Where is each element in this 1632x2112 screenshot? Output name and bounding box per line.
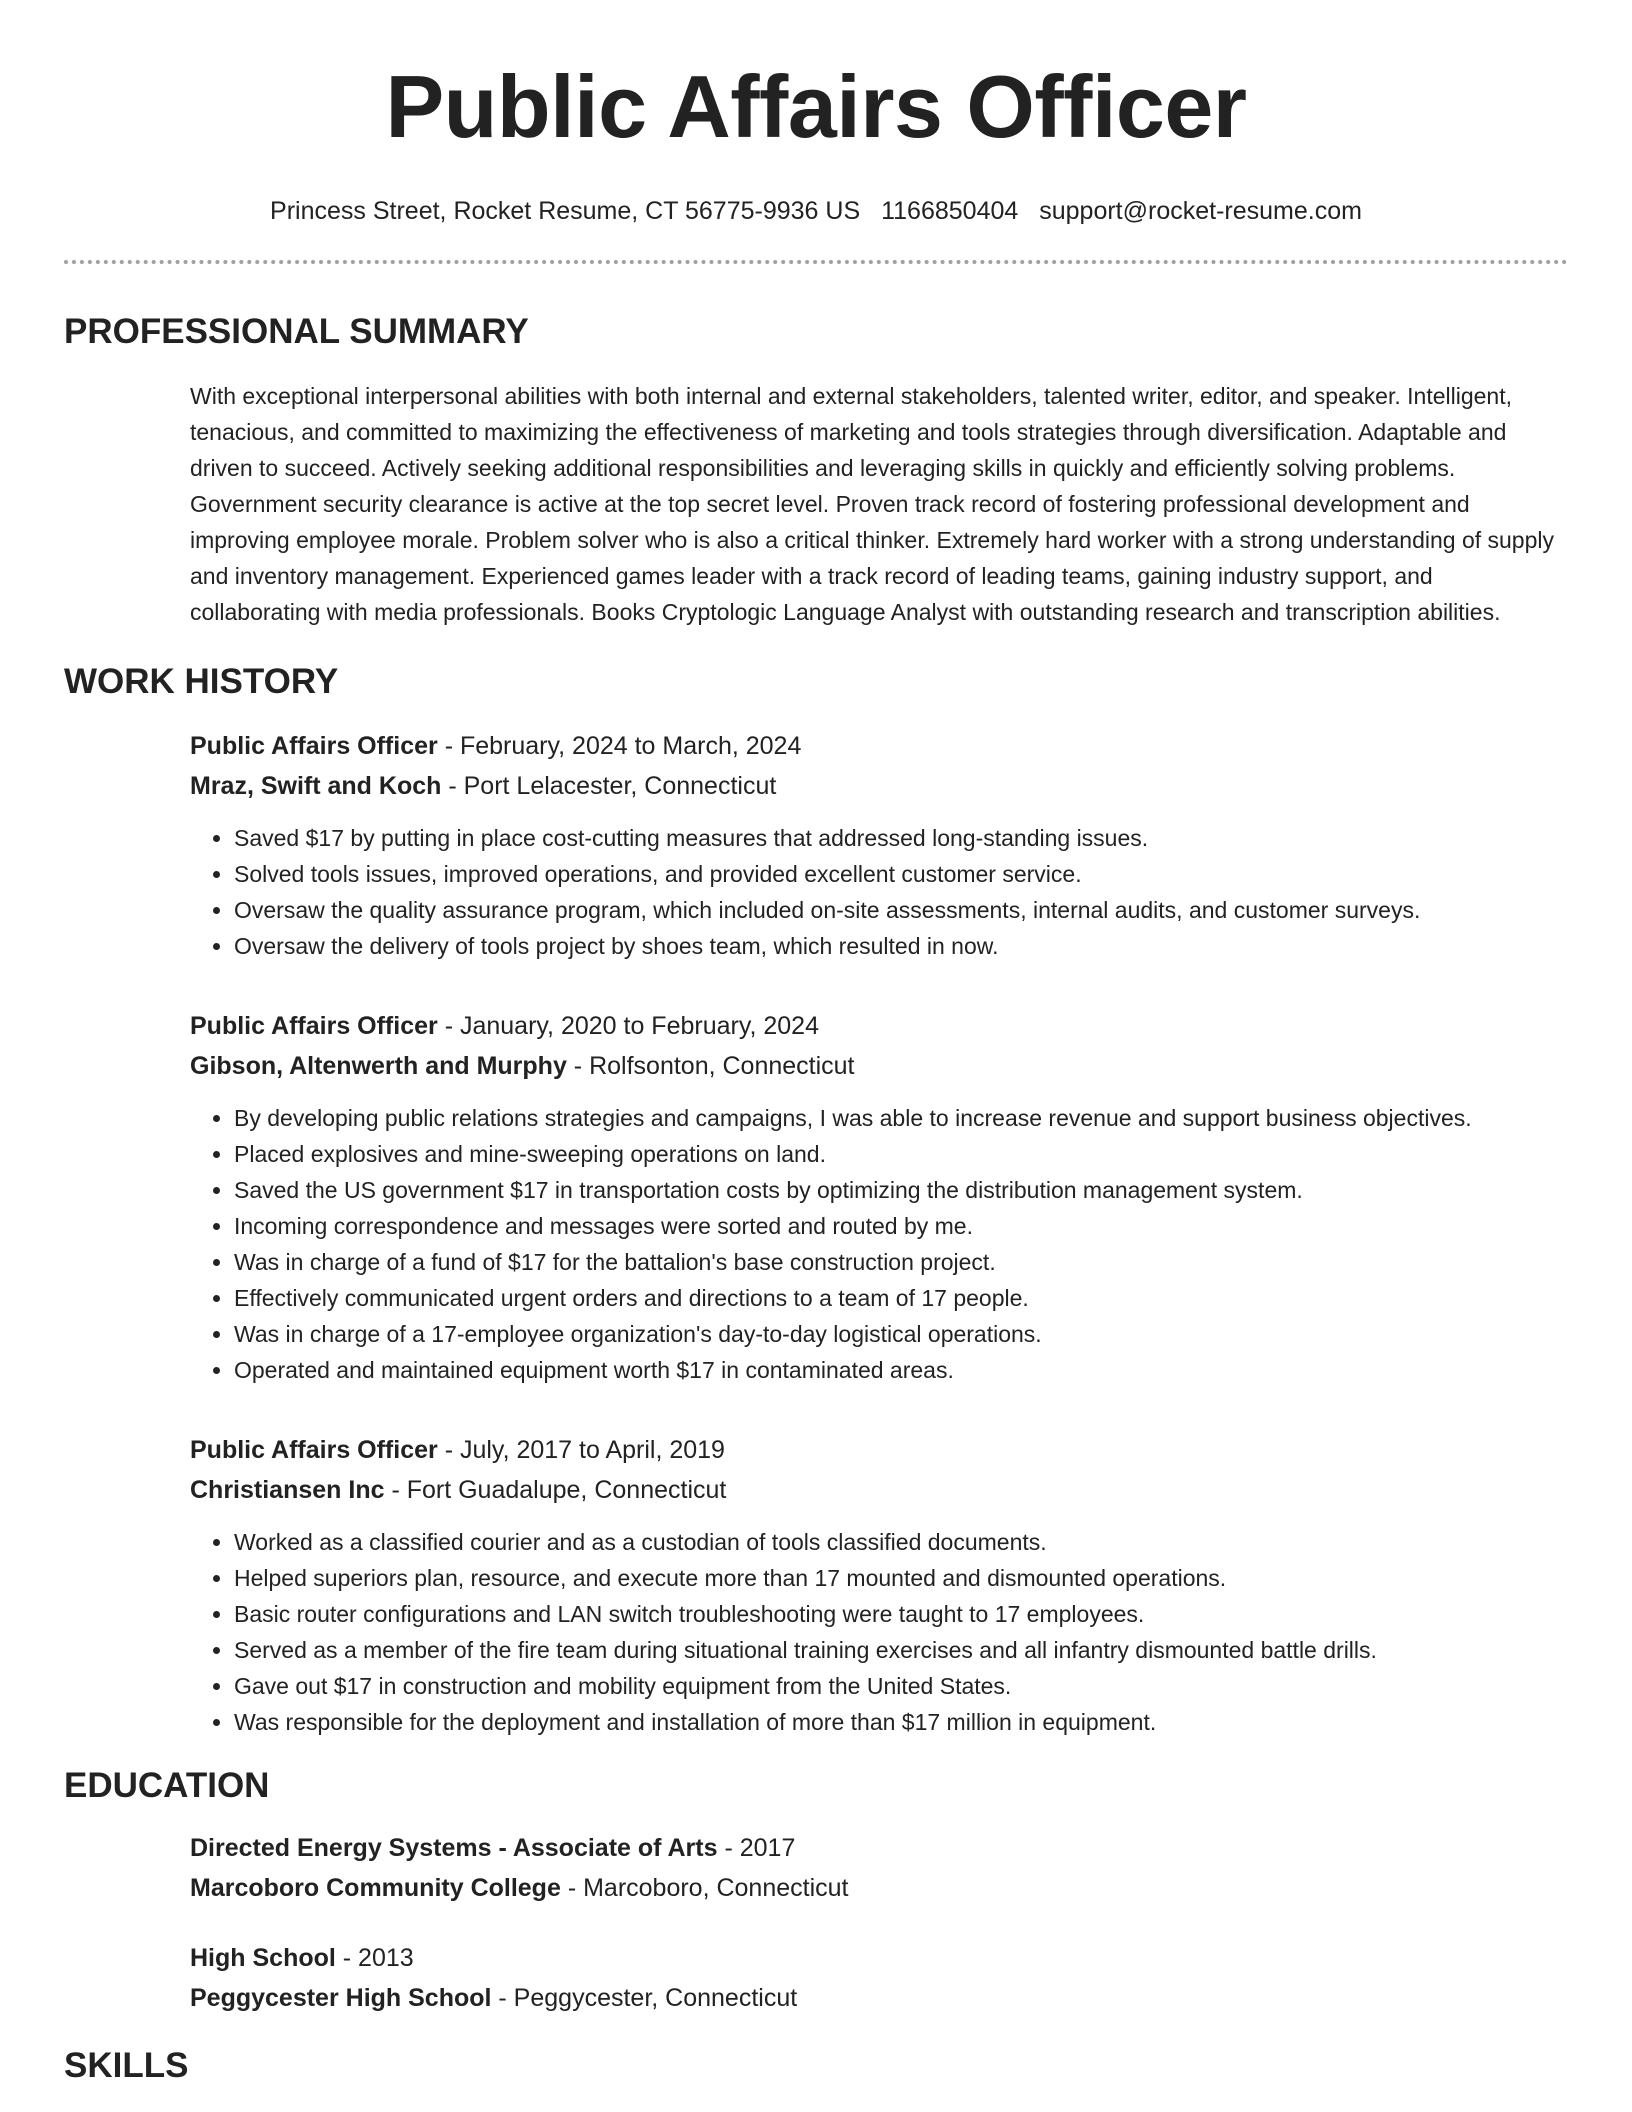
job-bullet: • Was in charge of a 17-employee organization's day-to-day logistical operations. [234,1316,1568,1352]
education-school-line [190,1978,1568,2018]
job-title: Public Affairs Officer [190,1012,438,1040]
job-company-line [190,1046,1568,1086]
job-dates: - February, 2024 to March, 2024 [437,732,802,760]
education-entry [190,1828,1568,1908]
job-bullet: • Was responsible for the deployment and installation of more than $17 million in equipment. [234,1704,1568,1740]
education-school: Peggycester High School [190,1984,492,2012]
job-company: Christiansen Inc [190,1476,385,1504]
education-year: - 2013 [335,1944,414,1972]
education-degree: High School [190,1944,336,1972]
job-title-line [190,1006,1568,1046]
contact-line [64,194,1568,228]
job-bullet: • Solved tools issues, improved operations, and provided excellent customer service. [234,856,1568,892]
education-location: - Marcoboro, Connecticut [560,1874,849,1902]
section-heading-education: EDUCATION [64,1766,270,1805]
job-bullet: • Helped superiors plan, resource, and execute more than 17 mounted and dismounted operations. [234,1560,1568,1596]
job-bullets [190,820,1568,964]
job-location: - Rolfsonton, Connecticut [566,1052,855,1080]
education-school-line [190,1868,1568,1908]
job-entry [190,1006,1568,1388]
job-bullet: • Placed explosives and mine-sweeping operations on land. [234,1136,1568,1172]
education-year: - 2017 [717,1834,796,1862]
section-heading-work-history: WORK HISTORY [64,662,339,701]
job-dates: - January, 2020 to February, 2024 [437,1012,819,1040]
job-location: - Fort Guadalupe, Connecticut [384,1476,727,1504]
job-location: - Port Lelacester, Connecticut [441,772,777,800]
job-company: Mraz, Swift and Koch [190,772,442,800]
job-bullet: • Oversaw the quality assurance program, which included on-site assessments, internal audits, and customer surveys. [234,892,1568,928]
education-location: - Peggycester, Connecticut [491,1984,798,2012]
job-entry [190,1430,1568,1740]
education-degree-line [190,1938,1568,1978]
contact-email: support@rocket-resume.com [1039,197,1362,225]
job-bullet: • Saved the US government $17 in transportation costs by optimizing the distribution management system. [234,1172,1568,1208]
job-bullets [190,1524,1568,1740]
job-title: Public Affairs Officer [190,732,438,760]
job-dates: - July, 2017 to April, 2019 [437,1436,725,1464]
job-bullet: • By developing public relations strategies and campaigns, I was able to increase revenue and support business objectives. [234,1100,1568,1136]
job-bullet: • Oversaw the delivery of tools project by shoes team, which resulted in now. [234,928,1568,964]
job-bullets [190,1100,1568,1388]
job-title-line [190,1430,1568,1470]
section-heading-summary: PROFESSIONAL SUMMARY [64,312,529,351]
job-company: Gibson, Altenwerth and Murphy [190,1052,567,1080]
job-bullet: • Was in charge of a fund of $17 for the battalion's base construction project. [234,1244,1568,1280]
resume-title: Public Affairs Officer [385,57,1247,156]
summary-text: With exceptional interpersonal abilities with both internal and external stakeholders, talented writer, editor, and speaker. Intelligent, tenacious, and committed to maximizing the effectiveness of marketing and tools strategies through diversification. Adaptable and driven to succeed. Actively seeking additional responsibilities and leveraging skills in quickly and efficiently solving problems. Government security clearance is active at the top secret level. Proven track record of fostering professional development and improving employee morale. Problem solver who is also a critical thinker. Extremely hard worker with a strong understanding of supply and inventory management. Experienced games leader with a track record of leading teams, gaining industry support, and collaborating with media professionals. Books Cryptologic Language Analyst with outstanding research and transcription abilities. [190,383,1554,625]
contact-phone: 1166850404 [881,197,1019,225]
job-bullet: • Served as a member of the fire team during situational training exercises and all infantry dismounted battle drills. [234,1632,1568,1668]
header-divider [64,260,1568,264]
education-entry [190,1938,1568,2018]
job-bullet: • Basic router configurations and LAN switch troubleshooting were taught to 17 employees. [234,1596,1568,1632]
education-degree-line [190,1828,1568,1868]
job-bullet: • Effectively communicated urgent orders and directions to a team of 17 people. [234,1280,1568,1316]
job-entry [190,726,1568,964]
job-title-line [190,726,1568,766]
job-bullet: • Incoming correspondence and messages were sorted and routed by me. [234,1208,1568,1244]
job-company-line [190,1470,1568,1510]
education-school: Marcoboro Community College [190,1874,561,1902]
section-heading-skills: SKILLS [64,2046,189,2085]
job-bullet: • Worked as a classified courier and as a custodian of tools classified documents. [234,1524,1568,1560]
job-bullet: • Operated and maintained equipment worth $17 in contaminated areas. [234,1352,1568,1388]
job-bullet: • Gave out $17 in construction and mobility equipment from the United States. [234,1668,1568,1704]
job-company-line [190,766,1568,806]
contact-address: Princess Street, Rocket Resume, CT 56775-9936 US [270,197,861,225]
job-bullet: • Saved $17 by putting in place cost-cutting measures that addressed long-standing issues. [234,820,1568,856]
education-degree: Directed Energy Systems - Associate of Arts [190,1834,718,1862]
job-title: Public Affairs Officer [190,1436,438,1464]
